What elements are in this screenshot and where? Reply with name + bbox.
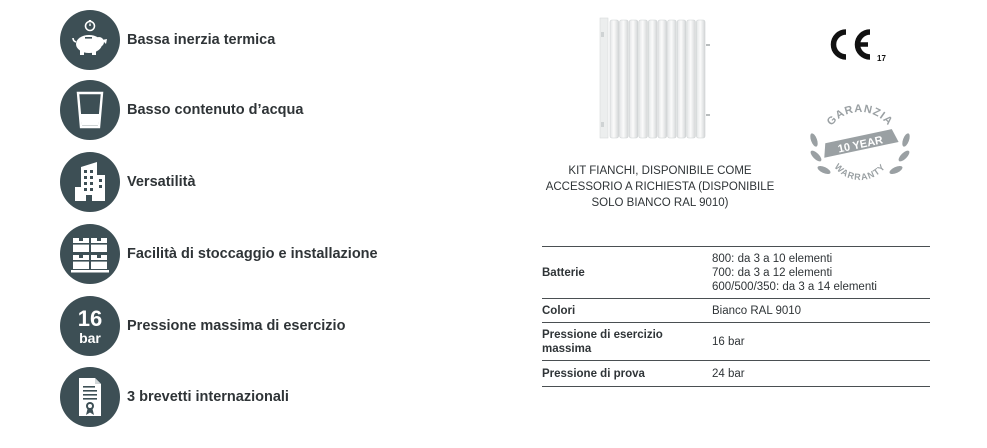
feature-storage-installation	[60, 224, 378, 284]
radiator-column	[696, 20, 705, 138]
feature-versatility	[60, 152, 196, 212]
table-row	[542, 299, 930, 323]
svg-text:17: 17	[877, 54, 886, 63]
svg-text:GARANZIA: GARANZIA	[824, 102, 896, 129]
radiator-column	[687, 20, 696, 138]
feature-label: Basso contenuto d’acqua	[127, 102, 304, 118]
svg-text:10 YEAR: 10 YEAR	[836, 134, 884, 156]
feature-low-water-content	[60, 80, 303, 140]
spec-value-line: 700: da 3 a 12 elementi	[712, 266, 833, 279]
feature-low-thermal-inertia	[60, 10, 275, 70]
spec-key: Pressione di prova	[542, 367, 645, 380]
table-row	[542, 361, 930, 387]
pressure-badge-icon	[60, 296, 120, 356]
radiator-column	[629, 20, 638, 138]
product-caption	[540, 163, 780, 211]
spec-value: 16 bar	[712, 335, 745, 348]
feature-max-pressure	[60, 296, 345, 356]
ce-mark-logo	[826, 26, 892, 71]
feature-label: Versatilità	[127, 174, 196, 190]
specifications-table	[542, 246, 930, 387]
radiator-column	[668, 20, 677, 138]
radiator-column	[648, 20, 657, 138]
pressure-badge-number: 16	[77, 305, 103, 331]
spec-value-line: 800: da 3 a 10 elementi	[712, 252, 833, 265]
spec-value	[712, 247, 930, 299]
spec-value-line: 600/500/350: da 3 a 14 elementi	[712, 280, 877, 293]
piggy-bank-stopwatch-icon	[60, 10, 120, 70]
table-row	[542, 323, 930, 361]
stacked-boxes-icon	[60, 224, 120, 284]
building-icon	[60, 152, 120, 212]
spec-value: Bianco RAL 9010	[712, 304, 802, 317]
pressure-badge-unit: bar	[79, 329, 101, 346]
water-glass-icon	[60, 80, 120, 140]
table-row	[542, 247, 930, 299]
feature-label: 3 brevetti internazionali	[127, 389, 289, 405]
feature-label: Facilità di stoccaggio e installazione	[127, 246, 378, 262]
radiator-column	[620, 20, 629, 138]
feature-label: Bassa inerzia termica	[127, 32, 276, 48]
svg-text:WARRANTY: WARRANTY	[832, 161, 888, 183]
feature-patents	[60, 367, 289, 427]
caption-line: SOLO BIANCO RAL 9010)	[591, 197, 729, 209]
caption-line: KIT FIANCHI, DISPONIBILE COME	[568, 165, 752, 177]
radiator-product-image	[598, 14, 718, 142]
radiator-column	[639, 20, 648, 138]
spec-key: Pressione di esercizio massima	[542, 328, 663, 355]
spec-key: Colori	[542, 304, 576, 317]
caption-line: ACCESSORIO A RICHIESTA (DISPONIBILE	[545, 181, 775, 193]
warranty-seal-logo	[802, 92, 918, 201]
patent-document-icon	[60, 367, 120, 427]
feature-label: Pressione massima di esercizio	[127, 318, 346, 334]
spec-value: 24 bar	[712, 367, 745, 380]
spec-key: Batterie	[542, 266, 585, 279]
radiator-column	[677, 20, 686, 138]
radiator-column	[610, 20, 619, 138]
radiator-column	[658, 20, 667, 138]
